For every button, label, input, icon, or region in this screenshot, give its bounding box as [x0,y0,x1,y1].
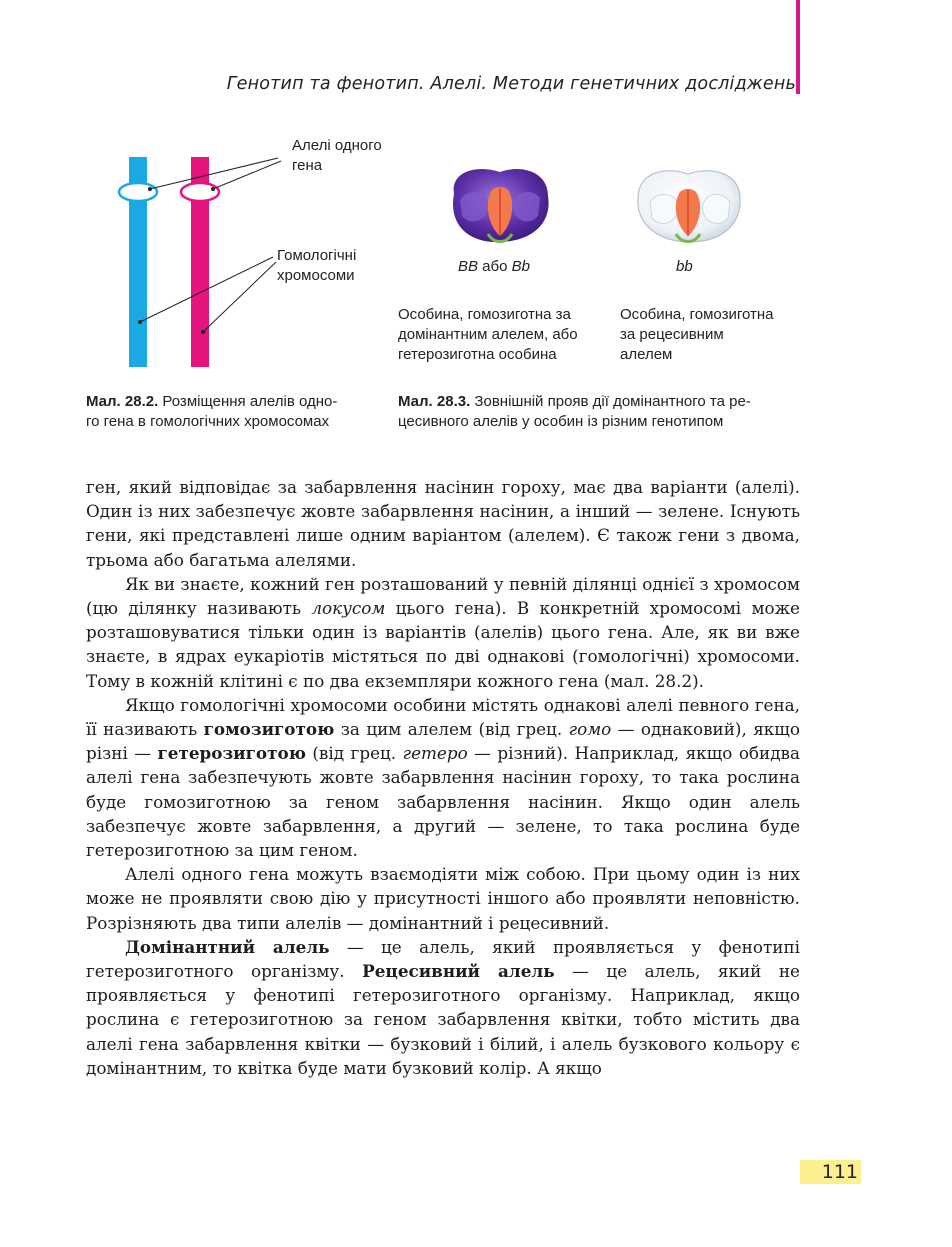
pointer-dot [211,187,215,191]
label-alleles: Алелі одного гена [292,137,382,174]
caption-fig-28-3: Мал. 28.3. Зовнішній прояв дії домінантного та ре- цесивного алелів у особин із різним генотипом [398,393,751,430]
pointer-line [150,158,278,189]
genotype-recessive: bb [676,258,693,275]
pointer-dot [148,187,152,191]
pointer-dot [201,330,205,334]
paragraph: Як ви знаєте, кожний ген розташований у певній ділянці однієї з хромосом (цю ділянку називають локусом цього гена). В конкретній хромосомі може розташовуватися тільки один із варіантів (алелів) цього гена. Але, як ви вже знаєте, в ядрах еукаріотів містяться по дві однакові (гомологічні) хромосоми. Тому в кожній клітині є по два екземпляри кожного гена (мал. 28.2). [86,573,800,691]
genotype-dominant: BB або Bb [458,258,530,275]
allele-locus-magenta [181,183,219,201]
running-header: Генотип та фенотип. Алелі. Методи генетичних досліджень [226,74,796,94]
flower-purple-illustration [440,160,560,248]
pointer-dot [138,320,142,324]
flower-white-illustration [630,160,750,248]
label-homologous-chromosomes: Гомологічні хромосоми [277,247,357,284]
desc-dominant: Особина, гомозиготна за домінантним алелем, або гетерозиготна особина [398,306,578,363]
allele-locus-blue [119,183,157,201]
paragraph: Домінантний алель — це алель, який проявляється у фенотипі гетерозиготного організму. Рецесивний алель — це алель, який не проявляється у фенотипі гетерозиготного організму. Наприклад, якщо рослина є гетерозиготною за геном забарвлення квітки, тобто містить два алелі гена забарвлення квітки — бузковий і білий, і алель бузкового кольору є домінантним, то квітка буде мати бузковий колір. А якщо [86,936,800,1078]
body-text [86,475,800,1080]
pointer-line [203,262,276,332]
petal-wing [702,194,730,223]
caption-fig-28-2: Мал. 28.2. Розміщення алелів одно- го гена в гомологічних хромосомах [86,393,338,430]
accent-bar [796,0,800,94]
paragraph: ген, який відповідає за забарвлення насінин гороху, має два варіанти (алелі). Один із них забезпечує жовте забарвлення насінин, а інший — зелене. Існують гени, які представлені лише одним варіантом (алелем). Є також гени з двома, трьома або багатьма алелями. [86,477,800,570]
desc-recessive: Особина, гомозиготна за рецесивним алелем [620,306,774,363]
page-number: 111 [800,1160,861,1184]
paragraph: Алелі одного гена можуть взаємодіяти між собою. При цьому один із них може не проявляти свою дію у присутності іншого або проявляти неповністю. Розрізняють два типи алелів — домінантний і рецесивний. [86,864,800,933]
paragraph: Якщо гомологічні хромосоми особини містять однакові алелі певного гена, її називають гомозиготою за цим алелем (від грец. гомо — однаковий), якщо різні — гетерозиготою (від грец. гетеро — різний). Наприклад, якщо обидва алелі гена забезпечують жовте забарвлення насінин гороху, то така рослина буде гомозиготною за геном забарвлення насінин. Якщо один алель забезпечує жовте забарвлення, а другий — зелене, то така рослина буде гетерозиготною за цим геном. [86,694,800,861]
